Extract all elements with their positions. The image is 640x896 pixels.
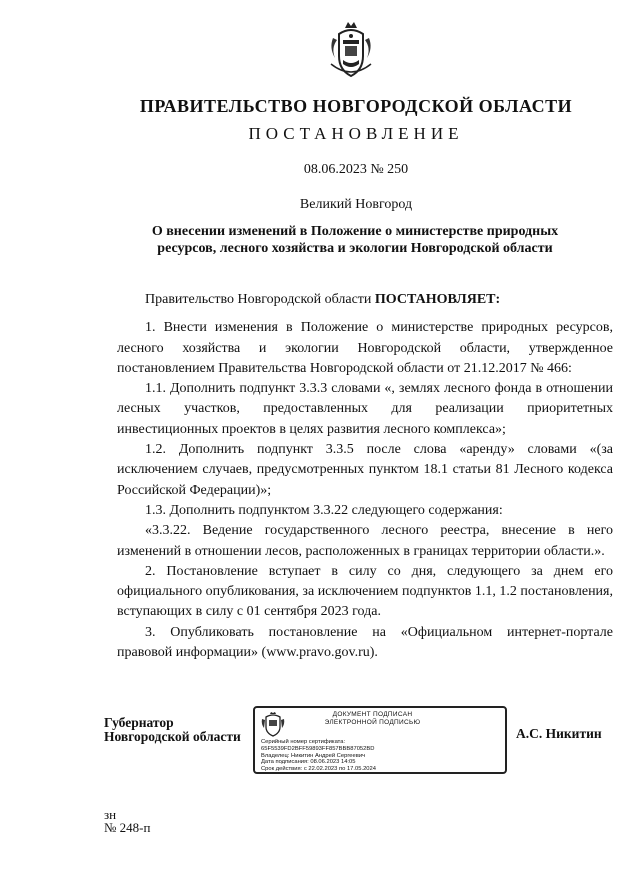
signatory-title-line-2: Новгородской области [104,729,241,744]
document-footer [104,808,150,834]
stamp-heading [295,711,450,727]
footer-line-2: № 248-п [104,820,151,835]
document-body [117,290,613,663]
stamp-details [261,739,376,773]
paragraph-1: 1. Внести изменения в Положение о министерстве природных ресурсов, лесного хозяйства и экологии Новгородской области, утвержденное постановлением Правительства Новгородской области от 21.12.2017 № 466: [117,320,613,376]
paragraph-2: 2. Постановление вступает в силу со дня, следующего за днем его официального опубликования, за исключением подпунктов 1.1, 1.2 постановления, вступающих в силу с 01 сентября 2023 года. [117,563,613,620]
electronic-signature-stamp [253,706,507,774]
resolution-lead [117,290,613,310]
paragraph-1-3: 1.3. Дополнить подпунктом 3.3.22 следующего содержания: [145,502,503,518]
subject-line-1: О внесении изменений в Положение о министерстве природных [151,224,559,239]
certificate-number: 65F5539FD2BFF59893FF857BBB87052BD [261,745,375,752]
subject-line-2: ресурсов, лесного хозяйства и экологии Новгородской области [157,241,553,256]
coat-of-arms-icon [325,18,377,80]
paragraph-1-2: 1.2. Дополнить подпункт 3.3.5 после слова «аренду» словами «(за исключением случаев, предусмотренных пунктом 18.1 статьи 81 Лесного кодекса Российской Федерации)»; [117,442,613,498]
signatory-title-line-1: Губернатор [104,715,174,730]
signatory-title [104,716,241,744]
paragraph-3: 3. Опубликовать постановление на «Официальном интернет-портале правовой информации» (www.pravo.gov.ru). [117,624,613,661]
signing-date: Дата подписания: 08.06.2023 14:05 [261,759,356,766]
certificate-validity: Срок действия: с 22.02.2023 по 17.05.2024 [261,766,376,773]
certificate-label: Серийный номер сертификата: [261,739,346,745]
document-subject [120,223,590,257]
organization-title: ПРАВИТЕЛЬСТВО НОВГОРОДСКОЙ ОБЛАСТИ [139,96,573,116]
certificate-owner: Владелец: Никитин Андрей Сергеевич [261,752,366,759]
document-city: Великий Новгород [299,197,413,212]
document-date-number: 08.06.2023 № 250 [303,162,409,177]
paragraph-quote: «3.3.22. Ведение государственного лесного реестра, внесение в него изменений в отношении лесов, расположенных в границах территории области.». [117,523,613,559]
stamp-heading-line-2: ЭЛЕКТРОННОЙ ПОДПИСЬЮ [324,719,421,726]
signer-name: А.С. Никитин [516,726,602,741]
lead-text: Правительство Новгородской области [145,292,375,307]
stamp-heading-line-1: ДОКУМЕНТ ПОДПИСАН [332,711,413,718]
stamp-emblem-icon [261,711,285,737]
footer-line-1: зн [104,807,117,822]
document-type: ПОСТАНОВЛЕНИЕ [248,124,464,143]
paragraph-1-1: 1.1. Дополнить подпункт 3.3.3 словами «, землях лесного фонда в отношении лесных участков, предоставленных для реализации приоритетных инвестиционных проектов в целях развития лесного комплекса»; [117,381,613,437]
lead-bold: ПОСТАНОВЛЯЕТ: [374,292,501,307]
